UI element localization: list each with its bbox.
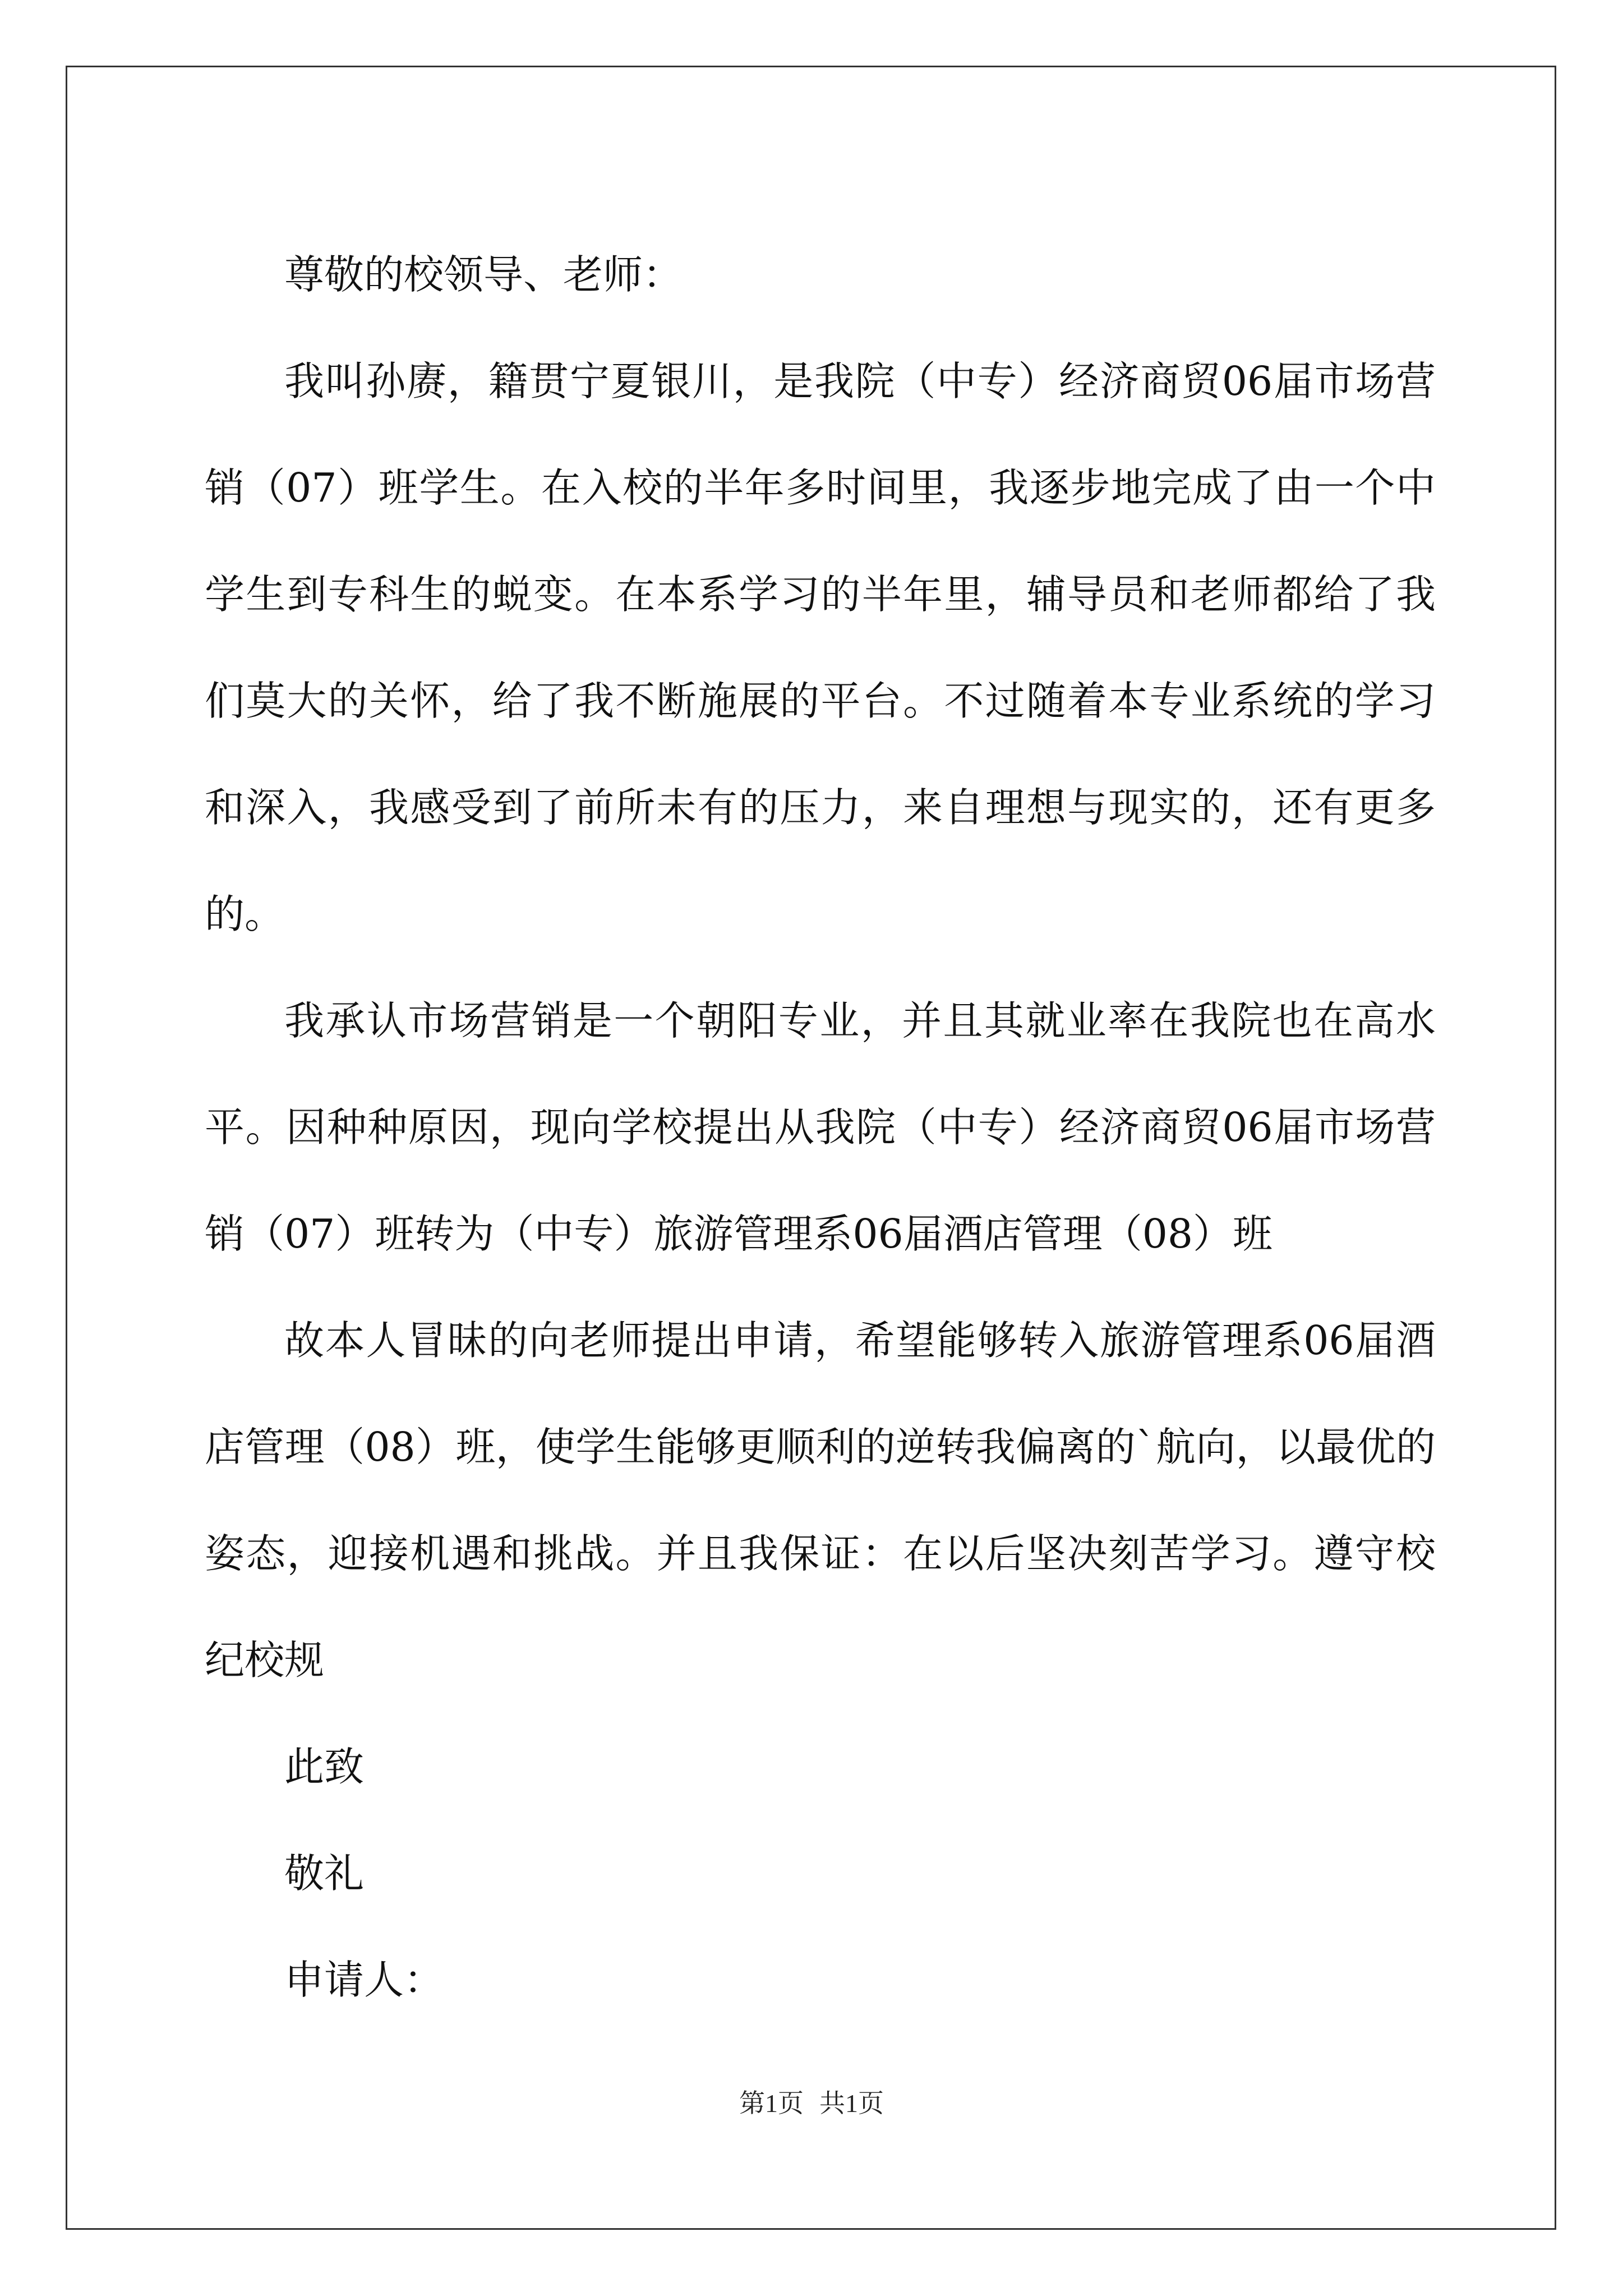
page-number: 第1页: [739, 2089, 804, 2118]
paragraph-3: [205, 1287, 1436, 1714]
closing-ci-zhi: 此致: [284, 1743, 365, 1790]
salutation: 尊敬的校领导、老师：: [284, 251, 683, 298]
paragraph-line: 我承认市场营销是一个朝阳专业，并且其就业率在我院也在高水: [284, 997, 1436, 1044]
paragraph-line: 学生到专科生的蜕变。在本系学习的半年里，辅导员和老师都给了我: [205, 571, 1436, 618]
paragraph-line: 平。因种种原因，现向学校提出从我院（中专）经济商贸06届市场营: [205, 1104, 1436, 1151]
paragraph-2: [205, 968, 1436, 1287]
closing-jing-li: 敬礼: [284, 1850, 365, 1897]
paragraph-line: 销（07）班学生。在入校的半年多时间里，我逐步地完成了由一个中: [205, 464, 1436, 511]
paragraph-1: [205, 328, 1436, 968]
signature-label: 申请人：: [284, 1957, 444, 2003]
paragraph-line: 故本人冒昧的向老师提出申请，希望能够转入旅游管理系06届酒: [284, 1317, 1436, 1364]
paragraph-line: 和深入，我感受到了前所未有的压力，来自理想与现实的，还有更多: [205, 784, 1436, 831]
paragraph-line: 销（07）班转为（中专）旅游管理系06届酒店管理（08）班: [205, 1211, 1273, 1257]
paragraph-line: 店管理（08）班，使学生能够更顺利的逆转我偏离的`航向，以最优的: [205, 1424, 1436, 1470]
paragraph-line: 姿态，迎接机遇和挑战。并且我保证：在以后坚决刻苦学习。遵守校: [205, 1530, 1436, 1577]
page-footer: [0, 2087, 1623, 2120]
page-total: 共1页: [819, 2089, 884, 2118]
paragraph-line: 们莫大的关怀，给了我不断施展的平台。不过随着本专业系统的学习: [205, 678, 1436, 724]
letter-body: [205, 222, 1436, 2033]
paragraph-line: 纪校规: [205, 1637, 325, 1683]
paragraph-line: 我叫孙赓，籍贯宁夏银川，是我院（中专）经济商贸06届市场营: [284, 358, 1436, 404]
paragraph-line: 的。: [205, 891, 285, 937]
